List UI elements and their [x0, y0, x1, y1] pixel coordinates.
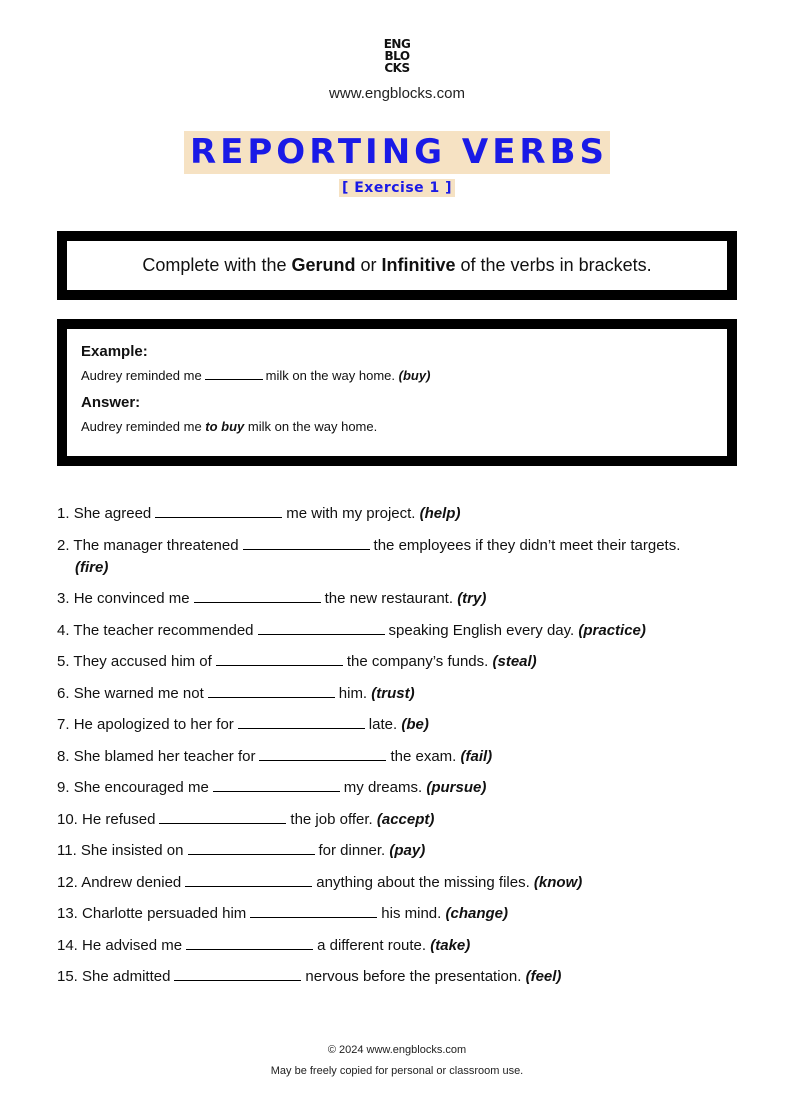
question-item: 10. He refused the job offer. (accept): [57, 810, 435, 828]
worksheet-title: REPORTING VERBS: [184, 131, 610, 174]
answer-after: milk on the way home.: [244, 419, 378, 434]
example-after: milk on the way home.: [265, 368, 396, 383]
question-item: 15. She admitted nervous before the presentation. (feel): [57, 968, 562, 985]
answer-blank[interactable]: [243, 535, 370, 550]
question-item: 9. She encouraged me my dreams. (pursue): [57, 779, 487, 796]
instruction-pre: Complete with the: [142, 255, 292, 275]
question-item: 14. He advised me a different route. (take): [57, 936, 471, 954]
question-item: 7. He apologized to her for late. (be): [57, 716, 429, 733]
answer-blank[interactable]: [174, 966, 301, 981]
question-item: 5. They accused him of the company’s funds. (steal): [57, 653, 537, 670]
answer-blank[interactable]: [159, 809, 286, 824]
verb-hint: (fire): [75, 558, 109, 576]
logo-line: ENG: [383, 37, 411, 51]
answer-blank[interactable]: [185, 872, 312, 887]
footer-copyright: © 2024 www.engblocks.com: [327, 1044, 467, 1056]
logo-line: BLO: [384, 49, 410, 63]
verb-hint: (pay): [389, 842, 426, 859]
question-list: [57, 503, 737, 998]
instruction-text: [142, 255, 651, 276]
answer-blank[interactable]: [208, 683, 335, 698]
example-blank: [205, 369, 263, 380]
answer-heading: Answer:: [81, 394, 141, 411]
verb-hint: (change): [445, 905, 509, 922]
verb-hint: (practice): [578, 621, 646, 639]
question-item: 8. She blamed her teacher for the exam. (fail): [57, 747, 493, 765]
answer-word: to buy: [205, 419, 245, 434]
instruction-box: [57, 231, 737, 300]
answer-blank[interactable]: [194, 588, 321, 603]
answer-blank[interactable]: [213, 777, 340, 792]
question-item: 1. She agreed me with my project. (help): [57, 505, 461, 522]
answer-blank[interactable]: [250, 903, 377, 918]
engblocks-logo: [378, 38, 416, 74]
example-heading: Example:: [81, 343, 148, 360]
instruction-infinitive: Infinitive: [381, 255, 456, 275]
verb-hint: (be): [401, 716, 429, 733]
example-sentence: [81, 368, 713, 383]
exercise-label: [ Exercise 1 ]: [339, 179, 455, 197]
verb-hint: (try): [457, 590, 487, 607]
answer-blank[interactable]: [186, 935, 313, 950]
example-before: Audrey reminded me: [81, 368, 202, 383]
question-item: 11. She insisted on for dinner. (pay): [57, 842, 426, 859]
verb-hint: (take): [430, 936, 471, 954]
answer-blank[interactable]: [188, 840, 315, 855]
example-hint: (buy): [398, 368, 431, 383]
question-item: 12. Andrew denied anything about the missing files. (know): [57, 873, 583, 891]
instruction-gerund: Gerund: [291, 255, 356, 275]
footer-license: May be freely copied for personal or classroom use.: [270, 1065, 524, 1077]
answer-blank[interactable]: [238, 714, 365, 729]
verb-hint: (feel): [525, 968, 562, 985]
verb-hint: (know): [533, 873, 583, 891]
question-item: 3. He convinced me the new restaurant. (try): [57, 590, 487, 607]
question-item: 13. Charlotte persuaded him his mind. (change): [57, 905, 509, 922]
answer-blank[interactable]: [216, 651, 343, 666]
question-item: 2. The manager threatened the employees if they didn’t meet their targets. (fire): [57, 536, 681, 576]
verb-hint: (help): [419, 505, 461, 522]
site-url[interactable]: www.engblocks.com: [329, 85, 465, 102]
instruction-mid: or: [355, 255, 382, 275]
answer-blank[interactable]: [258, 620, 385, 635]
question-item: 6. She warned me not him. (trust): [57, 684, 415, 702]
verb-hint: (steal): [492, 653, 537, 670]
verb-hint: (trust): [371, 684, 415, 702]
example-box: [57, 319, 737, 466]
verb-hint: (fail): [460, 747, 493, 765]
answer-blank[interactable]: [259, 746, 386, 761]
answer-sentence: [81, 419, 713, 434]
instruction-post: of the verbs in brackets.: [455, 255, 652, 275]
question-item: 4. The teacher recommended speaking English every day. (practice): [57, 621, 646, 639]
verb-hint: (accept): [376, 810, 435, 828]
logo-line: CKS: [384, 61, 410, 75]
verb-hint: (pursue): [426, 779, 487, 796]
answer-blank[interactable]: [155, 503, 282, 518]
answer-before: Audrey reminded me: [81, 419, 206, 434]
